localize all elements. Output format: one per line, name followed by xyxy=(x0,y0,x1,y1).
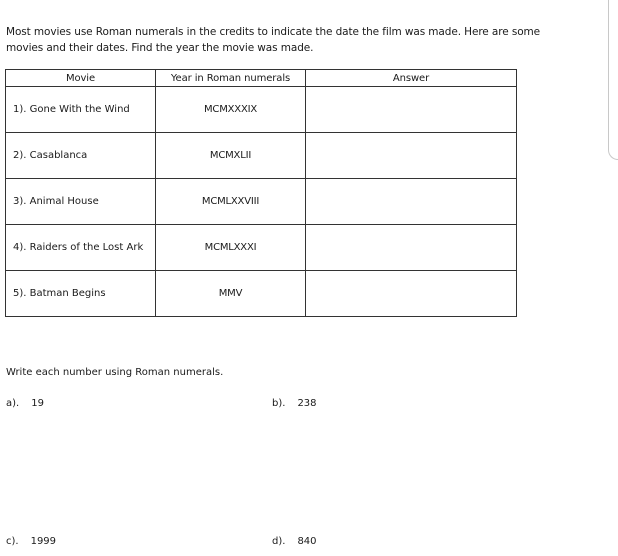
header-movie: Movie xyxy=(6,70,156,87)
header-roman: Year in Roman numerals xyxy=(156,70,306,87)
answer-cell[interactable] xyxy=(306,225,517,271)
table-row xyxy=(6,271,517,317)
answer-cell[interactable] xyxy=(306,179,517,225)
table-row xyxy=(6,225,517,271)
movie-title: 3). Animal House xyxy=(6,179,156,225)
answer-cell[interactable] xyxy=(306,87,517,133)
table-header-row xyxy=(6,70,517,87)
table-row xyxy=(6,179,517,225)
question-label: a). xyxy=(6,398,20,409)
question-label: b). xyxy=(272,398,286,409)
question-value: 1999 xyxy=(30,536,57,547)
question-a xyxy=(6,398,44,409)
question-value: 19 xyxy=(31,398,44,409)
question-label: c). xyxy=(6,536,19,547)
question-value: 238 xyxy=(297,398,317,409)
question-d xyxy=(272,536,317,547)
question-c xyxy=(6,536,56,547)
movies-table xyxy=(5,69,517,317)
question-label: d). xyxy=(272,536,286,547)
roman-year: MCMXXXIX xyxy=(156,87,306,133)
roman-year: MCMLXXXI xyxy=(156,225,306,271)
movie-title: 4). Raiders of the Lost Ark xyxy=(6,225,156,271)
question-value: 840 xyxy=(297,536,317,547)
table-row xyxy=(6,87,517,133)
roman-year: MCMXLII xyxy=(156,133,306,179)
header-answer: Answer xyxy=(306,70,517,87)
question-b xyxy=(272,398,317,409)
movie-title: 2). Casablanca xyxy=(6,133,156,179)
answer-cell[interactable] xyxy=(306,133,517,179)
instruction-text: Write each number using Roman numerals. xyxy=(6,367,224,378)
table-row xyxy=(6,133,517,179)
intro-line-1: Most movies use Roman numerals in the credits to indicate the date the film was made. Here are some xyxy=(6,26,541,38)
roman-year: MCMLXXVIII xyxy=(156,179,306,225)
movie-title: 5). Batman Begins xyxy=(6,271,156,317)
movie-title: 1). Gone With the Wind xyxy=(6,87,156,133)
intro-line-2: movies and their dates. Find the year the movie was made. xyxy=(6,42,314,54)
scroll-edge xyxy=(608,0,618,160)
answer-cell[interactable] xyxy=(306,271,517,317)
intro-paragraph xyxy=(6,24,566,56)
roman-year: MMV xyxy=(156,271,306,317)
